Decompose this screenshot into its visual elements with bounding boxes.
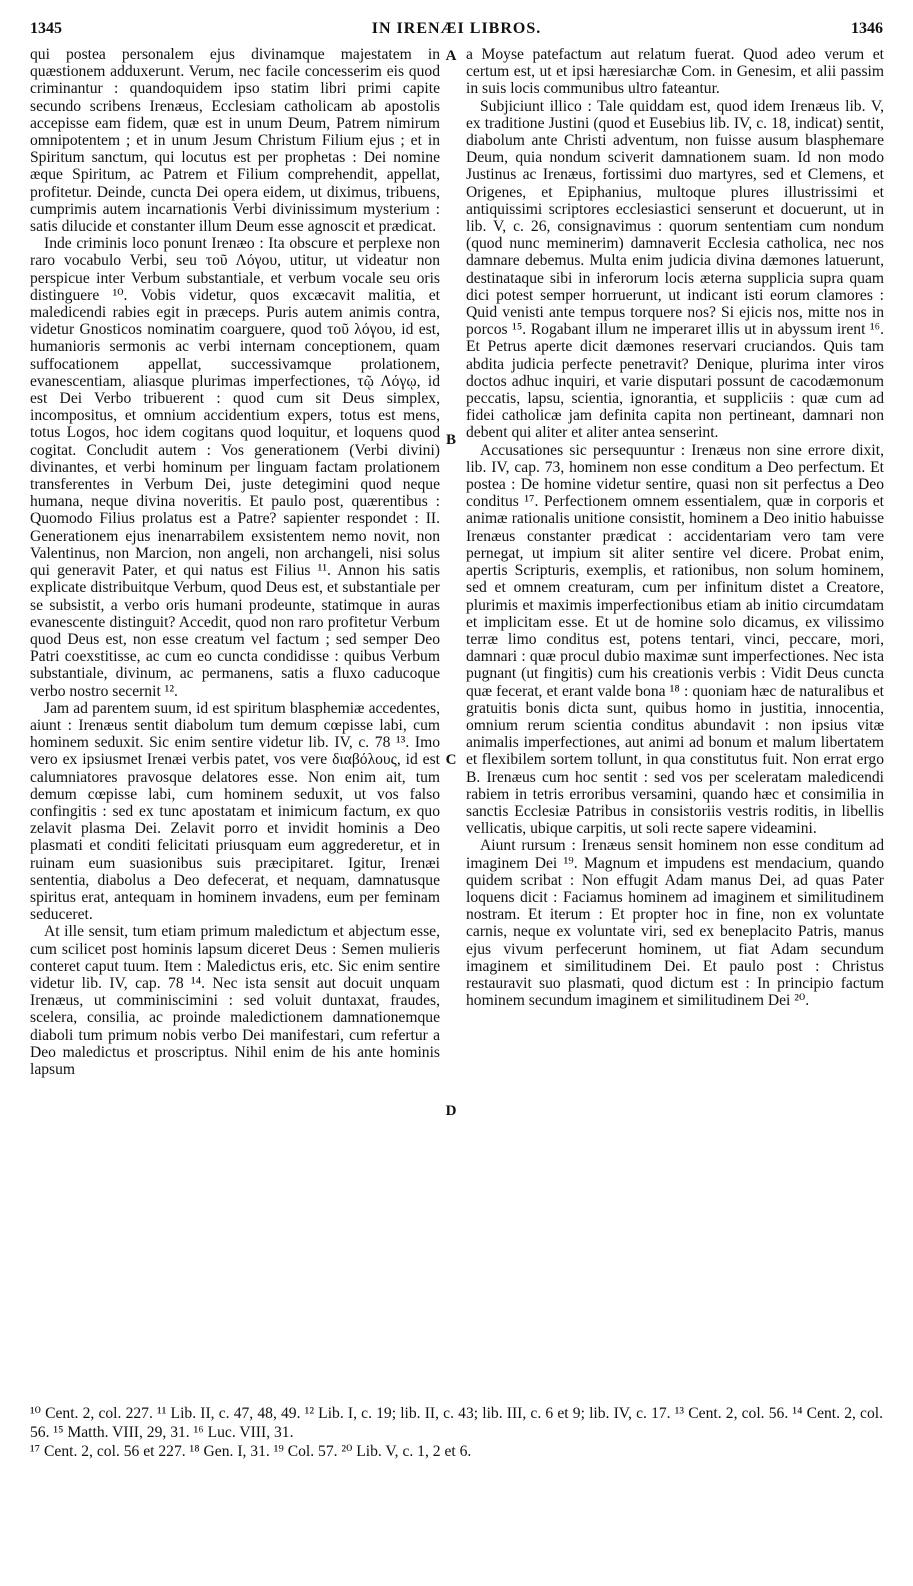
paragraph: Accusationes sic persequuntur : Irenæus non sine errore dixit, lib. IV, cap. 73, hominem non esse conditum a Deo perfectum. Et postea : De homine videtur sentire, quasi non sit perfectus a Deo conditus ¹⁷. Perfectionem omnem essentialem, quæ in corporis et animæ rationalis unitione consistit, hominem a Deo initio habuisse Irenæus constanter prædicat : accidentariam vero tam vere pernegat, ut impium sit aliter sentire vel dicere. Probat enim, apertis Scripturis, exemplis, et rationibus, non solum hominem, sed et omnem creaturam, cum per infinitum distet a Creatore, plurimis et maximis imperfectionibus etiam ab initio circumdatam et implicitam esse. Et ut de homine solo dicamus, ex vilissimo terræ limo conditus est, potens tentari, vinci, peccare, mori, damnari : quæ procul dubio maximæ sunt imperfectiones. Nec ista pugnant (ut fingitis) cum his creationis verbis : Vidit Deus cuncta quæ fecerat, et erant valde bona ¹⁸ : quoniam hæc de naturalibus et gratuitis bonis dicta sunt, quibus homo in justitia, innocentia, omnium rerum scientia conditus abundavit : non ipsius vitæ animalis imperfectiones, aut animi ad bonum et malum libertatem et flexibilem sortem tollunt, in qua constitutus fuit. Non errat ergo B. Irenæus cum hoc sentit : sed vos per sceleratam maledicendi rabiem in tetris erroribus versamini, quando hæc et consimilia in sanctis Ecclesiæ Patribus in consistoriis vestris roditis, in libellis vellicatis, ubique carpitis, ut soli recte sapere videamini. xyxy=(466,441,884,838)
footnote-line: ¹⁰ Cent. 2, col. 227. ¹¹ Lib. II, c. 47, 48, 49. ¹² Lib. I, c. 19; lib. II, c. 43; lib. III, c. 6 et 9; lib. IV, c. 17. ¹³ Cent. 2, col. 56. ¹⁴ Cent. 2, col. 56. ¹⁵ Matth. VIII, 29, 31. ¹⁶ Luc. VIII, 31. xyxy=(30,1405,883,1441)
running-title: IN IRENÆI LIBROS. xyxy=(371,20,542,37)
margin-letter-b: B xyxy=(445,432,456,448)
left-column xyxy=(30,46,440,1078)
column-number-left: 1345 xyxy=(30,20,62,37)
paragraph: a Moyse patefactum aut relatum fuerat. Quod adeo verum et certum est, ut et ipsi hæresiarchæ Com. in Genesim, et alii passim in suis locis communibus ultro fateantur. xyxy=(466,46,884,98)
paragraph: Jam ad parentem suum, id est spiritum blasphemiæ accedentes, aiunt : Irenæus sentit diabolum tum demum cœpisse labi, cum hominem seduxit. Sic enim sentire videtur lib. IV, c. 78 ¹³. Imo vero ex ipsiusmet Irenæi verbis patet, vos vere διαβόλους, id est calumniatores pravosque delatores esse. Non enim ait, tum demum cœpisse labi, cum hominem seduxit, ut vos falso confingitis : sed ex tunc apostatam et inimicum factum, ex quo zelavit plasma Dei. Zelavit porro et invidit hominis a Deo plasmati et conditi felicitati priusquam eum aggrederetur, et in ruinam eum suasionibus suis præcipitaret. Igitur, Irenæi sententia, diabolus a Deo defecerat, et nequam, damnatusque spiritus erat, antequam in hominem invadens, eum per feminam seduceret. xyxy=(30,699,440,924)
margin-letter-d: D xyxy=(445,1103,457,1119)
footnote-line: ¹⁷ Cent. 2, col. 56 et 227. ¹⁸ Gen. I, 31. ¹⁹ Col. 57. ²⁰ Lib. V, c. 1, 2 et 6. xyxy=(30,1443,472,1460)
paragraph: Inde criminis loco ponunt Irenæo : Ita obscure et perplexe non raro vocabulo Verbi, seu τοῦ Λόγου, utitur, ut videatur non perspicue inter Verbum substantiale, et verbum vocale seu oris distinguere ¹⁰. Vobis videtur, quos excæcavit malitia, et maledicendi rabies egit in præceps. Puris autem animis contra, videtur Gnosticos nominatim coarguere, quod τοῦ λόγου, id est, humanioris sermonis ac verbi internam conceptionem, quam suffocationem appellat, successivamque prolationem, evanescentiam, aliasque plurimas imperfectiones, τῷ Λόγῳ, id est Dei Verbo tribuerent : quod cum sit Deus simplex, incompositus, et omnium accidentium expers, totus est mens, totus Logos, hoc idem cogitans quod loquitur, et loquens quod cogitat. Concludit autem : Vos generationem (Verbi divini) divinantes, et verbi hominum per linguam factam prolationem transferentes in Verbum Dei, juste detegimini quod neque humana, neque divina noveritis. Et paulo post, quærentibus : Quomodo Filius prolatus est a Patre? sapienter respondet : II. Generationem ejus inenarrabilem exsistentem nemo novit, non Valentinus, non Marcion, non angeli, non archangeli, nisi solus qui generavit Pater, et qui natus est Filius ¹¹. Annon his satis explicate distribuitque Verbum, quod Deus est, et substantiale per se subsistit, a verbo oris humani prodeunte, statimque in auras evanescente distinguit? Accedit, quod non raro profitetur Verbum quod Deus est, non esse creatum vel factum ; sed semper Deo Patri coexstitisse, ac cum eo cuncta condidisse : quibus Verbum substantiale, divinum, ac permanens, satis a fluxo caducoque verbo nostro secernit ¹². xyxy=(30,235,440,700)
paragraph: At ille sensit, tum etiam primum maledictum et abjectum esse, cum scilicet post hominis lapsum diceret Deus : Semen mulieris conteret caput tuum. Item : Maledictus eris, etc. Sic enim sentire videtur lib. IV, cap. 78 ¹⁴. Nec ista sensit aut docuit unquam Irenæus, ut comminiscimini : sed voluit duntaxat, fraudes, scelera, consilia, ac proinde maledictionem damnationemque diaboli tum primum nobis verbo Dei manifestari, cum refertur a Deo maledictus et proscriptus. Nihil enim de his ante hominis lapsum xyxy=(30,923,440,1078)
paragraph: Subjiciunt illico : Tale quiddam est, quod idem Irenæus lib. V, ex traditione Justini (quod et Eusebius lib. IV, c. 18, indicat) sentit, diabolum ante Christi adventum, non fuisse ausum blasphemare Deum, quia nondum sciverit damnationem suam. Id non modo Justinus ac Irenæus, fortissimi duo martyres, sed et Clemens, et Origenes, et Epiphanius, multoque plures illustrissimi et antiquissimi scriptores ecclesiastici senserunt et docuerunt, ut in lib. V, c. 26, consignavimus : quorum sententiam cum nondum (quod nunc meminerim) damnaverit Ecclesia catholica, nec nos damnare debemus. Multa enim judicia divina dæmones latuerunt, destinataque sibi in inferorum locis æterna supplicia supra quam dici potest semper horruerunt, ut indicant isti eorum clamores : Quid venisti ante tempus torquere nos? Si ejicis nos, mitte nos in porcos ¹⁵. Rogabant illum ne imperaret illis ut in abyssum irent ¹⁶. Et Petrus aperte dicit dæmones reservari cruciandos. Quis tam abdita judicia perfecte penetravit? Denique, plurima inter viros doctos adhuc inquiri, et varie disputari possunt de cacodæmonum peccatis, lapsu, scientia, ignorantia, et suppliciis : quæ cum ad fidei catholicæ jam definita capita non pertineant, damnari non debent qui aliter et aliter antea senserint. xyxy=(466,97,884,442)
footnotes xyxy=(30,1404,883,1461)
paragraph: qui postea personalem ejus divinamque majestatem in quæstionem adduxerunt. Verum, nec facile concesserim eis quod criminantur : quandoquidem ipso statim libri primi capite secundo scribens Irenæus, Ecclesiam catholicam ab apostolis accepisse eam fidem, quæ est in unum Deum, Patrem nimirum omnipotentem ; et in unum Jesum Christum Filium ejus ; et in Spiritum sanctum, qui locutus est per prophetas : Dei nomine æque Spiritum, ac Patrem et Filium comprehendit, appellat, profitetur. Deinde, cuncta Dei opera eidem, ut diximus, tribuens, cumprimis autem incarnationis Verbi divinissimum mysterium : satis dilucide et constanter illum Deum esse agnoscit et prædicat. xyxy=(30,46,440,236)
column-number-right: 1346 xyxy=(851,20,883,37)
right-column xyxy=(466,46,884,1009)
margin-letter-c: C xyxy=(445,752,457,768)
running-header xyxy=(30,20,883,44)
margin-letter-a: A xyxy=(445,48,457,64)
paragraph: Aiunt rursum : Irenæus sensit hominem non esse conditum ad imaginem Dei ¹⁹. Magnum et impudens est mendacium, quando quidem scribat : Non effugit Adam manus Dei, ad quas Pater loquens dicit : Faciamus hominem ad imaginem et similitudinem nostram. Et iterum : Et propter hoc in fine, non ex voluntate carnis, neque ex voluntate viri, sed ex beneplacito Patris, manus ejus vivum perfecerunt hominem, ut fiat Adam secundum imaginem et similitudinem Dei. Et paulo post : Christus restauravit suo plasmati, quod dictum est : In principio factum hominem secundum imaginem et similitudinem Dei ²⁰. xyxy=(466,837,884,1010)
